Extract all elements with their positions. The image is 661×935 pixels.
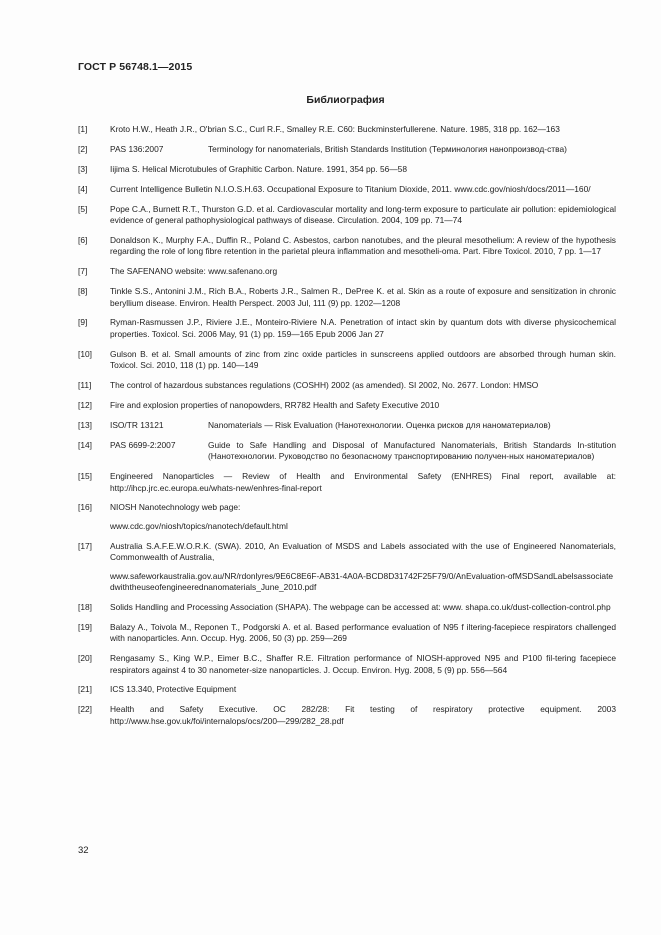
entry-number: [2] (78, 143, 88, 154)
entry-number: [8] (78, 286, 88, 297)
entry-number: [7] (78, 266, 88, 277)
entry-text: ICS 13.340, Protective Equipment (110, 684, 237, 695)
entry-number: [13] (78, 419, 92, 430)
entry-designation: PAS 136:2007 (110, 143, 164, 154)
bibliography-entry (78, 124, 616, 135)
entry-number: [22] (78, 704, 92, 715)
entry-text: NIOSH Nanotechnology web page: (110, 502, 241, 513)
entry-text: Ryman-Rasmussen J.P., Riviere J.E., Monteiro-Riviere N.A. Penetration of intact skin by quantum dots with diverse physicochemical properties. Toxicol. Sci. 2006 May, 91 (1) pp. 159—165 Epub 2006 Jan 27 (110, 317, 616, 339)
bibliography-entry (78, 704, 616, 727)
bibliography-entry (78, 184, 616, 195)
entry-number: [11] (78, 380, 92, 391)
entry-number: [9] (78, 317, 88, 328)
bibliography-entry (78, 164, 616, 175)
entry-number: [10] (78, 348, 92, 359)
entry-url: www.cdc.gov/niosh/topics/nanotech/default.html (110, 520, 288, 531)
entry-designation: ISO/TR 13121 (110, 419, 164, 430)
entry-number: [12] (78, 400, 92, 410)
entry-number: [21] (78, 684, 92, 695)
bibliography-title: Библиография (306, 94, 385, 106)
entry-text: Donaldson K., Murphy F.A., Duffin R., Poland C. Asbestos, carbon nanotubes, and the pleural mesothelium: A review of the hypothesis regarding the role of long fibre retention in the parietal pleura inflammation and mesotheli-oma. Part. Fibre Toxicol. 2010, 7 pp. 1—17 (110, 234, 616, 257)
entry-text: Terminology for nanomaterials, British Standards Institution (Терминология нанопроизвод-ства) (208, 143, 567, 154)
bibliography-entry (78, 541, 616, 594)
entry-number: [5] (78, 203, 88, 214)
entry-text: Tinkle S.S., Antonini J.M., Rich B.A., Roberts J.R., Salmen R., DePree K. et al. Skin as a route of exposure and sensitization in chronic beryllium disease. Environ. Health Perspect. 2003 Jul, 111 (9) pp. 1202—1208 (110, 286, 616, 308)
entry-number: [6] (78, 234, 88, 245)
bibliography-entry (78, 317, 616, 340)
entry-number: [14] (78, 439, 92, 450)
bibliography-entry (78, 502, 616, 532)
entry-number: [19] (78, 621, 92, 632)
bibliography-entry (78, 235, 616, 258)
bibliography-entry (78, 684, 616, 695)
entry-text: Fire and explosion properties of nanopowders, RR782 Health and Safety Executive 2010 (110, 400, 440, 410)
bibliography-entry (78, 266, 616, 277)
entry-number: [4] (78, 183, 88, 194)
entry-text: Iijima S. Helical Microtubules of Graphitic Carbon. Nature. 1991, 354 pp. 56—58 (110, 163, 407, 174)
bibliography-entry (78, 420, 616, 431)
entry-text: The control of hazardous substances regulations (COSHH) 2002 (as amended). SI 2002, No. 2677. London: HMSO (110, 380, 539, 391)
entry-text: Balazy A., Toivola M., Reponen T., Podgorski A. et al. Based performance evaluation of N95 f iltering-facepiece respirators challenged with nanoparticles. Ann. Occup. Hyg. 2006, 50 (3) pp. 259—269 (110, 621, 616, 644)
bibliography-entry (78, 144, 616, 155)
entry-number: [1] (78, 124, 88, 134)
entry-number: [3] (78, 163, 88, 174)
bibliography-entry (78, 286, 616, 309)
bibliography-entry (78, 380, 616, 391)
entry-number: [16] (78, 502, 92, 513)
entry-text: Rengasamy S., King W.P., Eimer B.C., Shaffer R.E. Filtration performance of NIOSH-approved N95 and P100 fil-tering facepiece respirators against 4 to 30 nanometer-size nanoparticles. J. Occup. Environ. Hyg. 2008, 5 (9) pp. 556—564 (110, 653, 616, 675)
entry-number: [18] (78, 601, 92, 612)
entry-url: www.safeworkaustralia.gov.au/NR/rdonlyres/9E6C8E6F-AB31-4A0A-BCD8D31742F25F79/0/AnEvaluation-ofMSDSandLabelsassociatedwiththeuseofengineerednanomaterials_June_2010.pdf (110, 570, 614, 592)
entry-text: Current Intelligence Bulletin N.I.O.S.H.63. Occupational Exposure to Titanium Dioxide, 2011. www.cdc.gov/niosh/docs/2011—160/ (110, 183, 591, 194)
entry-text: Solids Handling and Processing Association (SHAPA). The webpage can be accessed at: www. shapa.co.uk/dust-collection-control.php (110, 601, 611, 612)
bibliography-entry (78, 440, 616, 463)
entry-number: [17] (78, 540, 92, 551)
entry-number: [20] (78, 653, 92, 664)
entry-text: Australia S.A.F.E.W.O.R.K. (SWA). 2010, An Evaluation of MSDS and Labels associated with the use of Engineered Nanomaterials, Commonwealth of Australia, (110, 540, 616, 563)
bibliography-list (78, 124, 616, 736)
bibliography-entry (78, 653, 616, 676)
entry-text: Health and Safety Executive. OC 282/28: Fit testing of respiratory protective equipment. 2003 http://www.hse.gov.uk/foi/internalops/ocs/200—299/282_28.pdf (110, 704, 616, 726)
bibliography-entry (78, 622, 616, 645)
entry-text: Nanomaterials — Risk Evaluation (Нанотехнологии. Оценка рисков для наноматериалов) (208, 419, 551, 430)
bibliography-entry (78, 349, 616, 372)
entry-text: Pope C.A., Burnett R.T., Thurston G.D. et al. Cardiovascular mortality and long-term exposure to particulate air pollution: epidemiological evidence of general pathophysiological pathways of disease. Circulation. 2004, 109 pp. 71—74 (110, 203, 616, 226)
entry-text: Engineered Nanoparticles — Review of Health and Environmental Safety (ENHRES) Final report, available at: http://ihcp.jrc.ec.europa.eu/whats-new/enhres-final-report (110, 471, 616, 493)
bibliography-entry (78, 204, 616, 227)
bibliography-entry (78, 400, 616, 411)
standard-designation: ГОСТ Р 56748.1—2015 (78, 61, 193, 73)
entry-number: [15] (78, 471, 92, 482)
bibliography-entry (78, 602, 616, 613)
entry-text: Gulson B. et al. Small amounts of zinc from zinc oxide particles in sunscreens applied outdoors are absorbed through human skin. Toxicol. Sci. 2010, 118 (1) pp. 140—149 (110, 348, 616, 371)
entry-designation: PAS 6699-2:2007 (110, 439, 176, 450)
bibliography-entry (78, 471, 616, 494)
entry-text: Guide to Safe Handling and Disposal of Manufactured Nanomaterials, British Standards In-stitution (Нанотехнологии. Руководство по безопасному транспортированию получен-ных наноматериалов) (208, 439, 616, 462)
entry-text: The SAFENANO website: www.safenano.org (110, 266, 278, 277)
page-number: 32 (78, 845, 89, 856)
entry-text: Kroto H.W., Heath J.R., O'brian S.C., Curl R.F., Smalley R.E. C60: Buckminsterfullerene. Nature. 1985, 318 pp. 162—163 (110, 124, 560, 134)
